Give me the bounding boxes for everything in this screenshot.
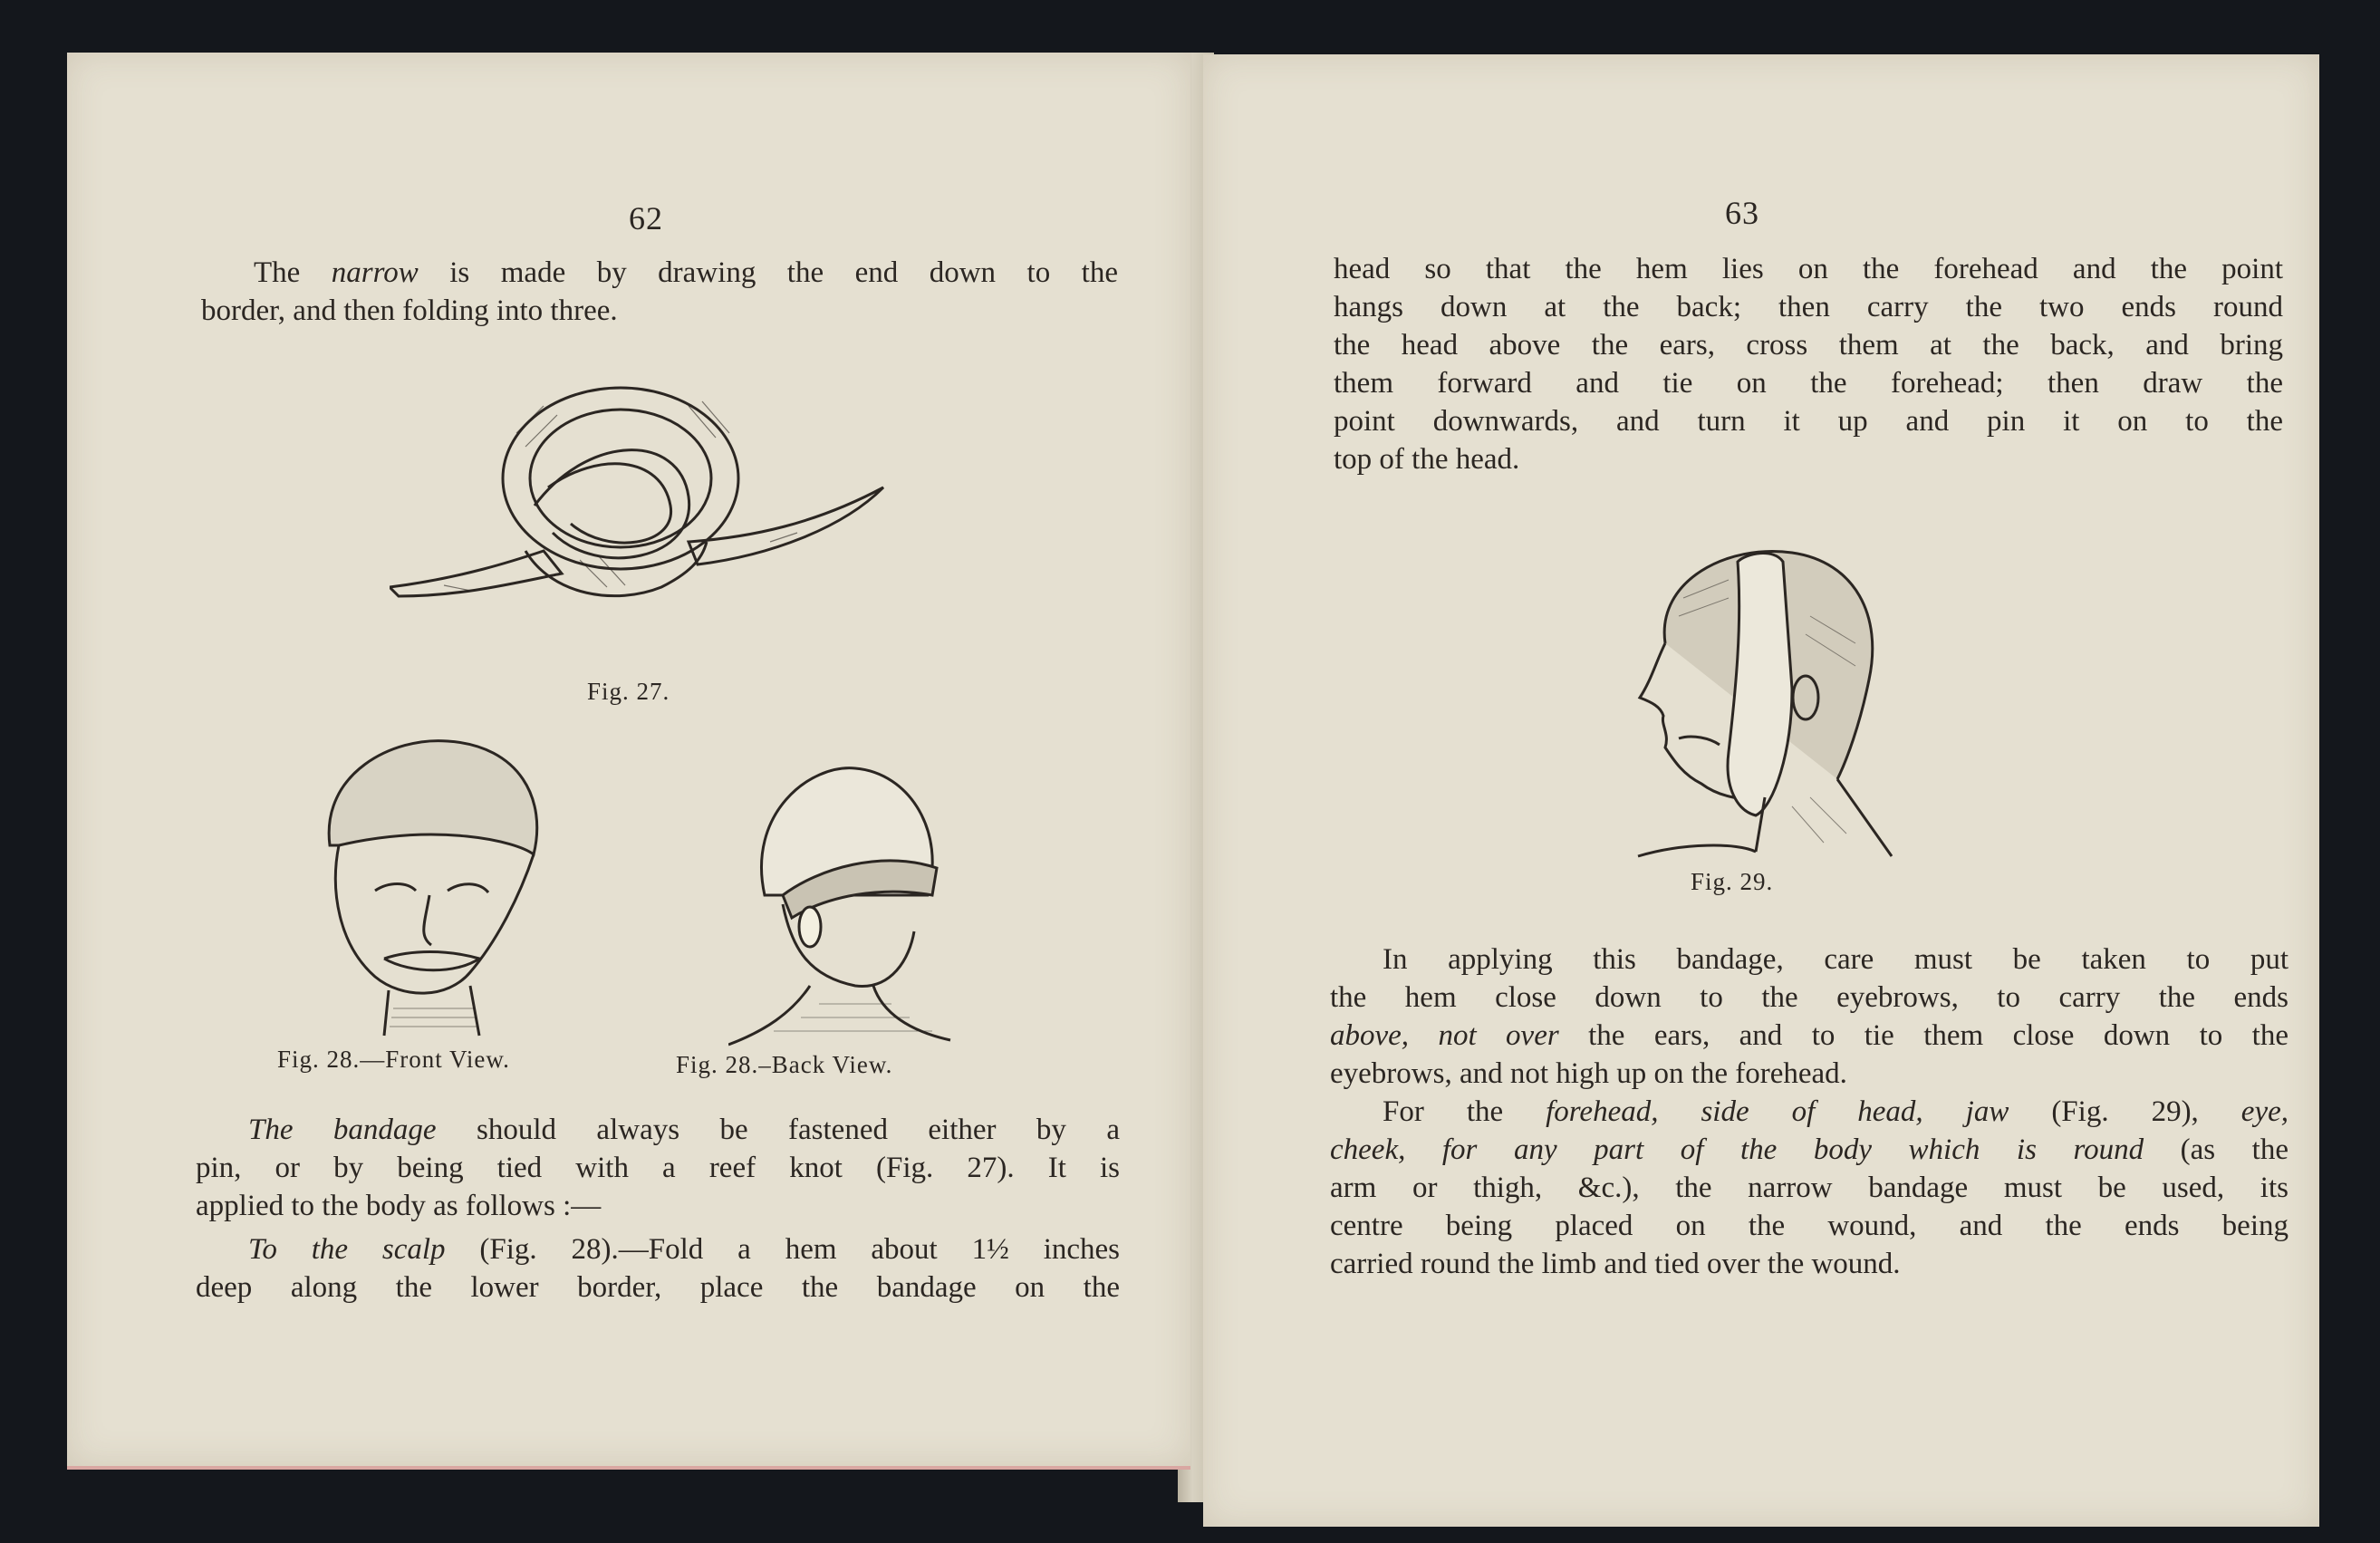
text-line: top of the head. — [1334, 443, 1520, 476]
applying-bandage-text — [1330, 940, 2288, 1283]
reef-knot-illustration — [390, 370, 897, 660]
text-line: above, not over the ears, and to tie them close down to the — [1330, 1019, 2288, 1052]
left-page — [67, 53, 1190, 1470]
text-line: carried round the limb and tied over the wound. — [1330, 1248, 1901, 1280]
text-line: them forward and tie on the forehead; then draw the — [1334, 367, 2283, 400]
page-number: 63 — [1725, 195, 1759, 231]
text-line: applied to the body as follows :— — [196, 1190, 602, 1222]
text-line: To the scalp (Fig. 28).—Fold a hem about 1½ inches — [248, 1233, 1121, 1266]
text-line: hangs down at the back; then carry the two ends round — [1334, 291, 2283, 323]
text-line: centre being placed on the wound, and the ends being — [1330, 1210, 2288, 1242]
text-line: eyebrows, and not high up on the forehead. — [1330, 1057, 1847, 1090]
text-line: The narrow is made by drawing the end down to the — [254, 256, 1118, 289]
narrow-bandage-text — [201, 254, 1118, 330]
text-line: The bandage should always be fastened either by a — [248, 1114, 1120, 1146]
head-jaw-bandage-illustration — [1629, 544, 1901, 870]
bandage-fastening-text — [196, 1111, 1120, 1307]
head-front-view-illustration — [312, 737, 547, 1045]
page-number: 62 — [629, 200, 663, 236]
text-line: deep along the lower border, place the bandage on the — [196, 1271, 1120, 1304]
text-line: the hem close down to the eyebrows, to carry the ends — [1330, 981, 2288, 1014]
right-page — [1203, 54, 2319, 1527]
fig-28-back-caption: Fig. 28.–Back View. — [676, 1051, 893, 1078]
fig-28-front-caption: Fig. 28.—Front View. — [277, 1046, 510, 1073]
text-line: head so that the hem lies on the forehead and the point — [1334, 253, 2283, 285]
scalp-continuation-text — [1334, 250, 2283, 478]
text-line: pin, or by being tied with a reef knot (Fig. 27). It is — [196, 1152, 1120, 1184]
text-line: border, and then folding into three. — [201, 294, 618, 327]
fig-29-caption: Fig. 29. — [1691, 868, 1774, 895]
head-back-view-illustration — [728, 759, 955, 1049]
text-line: point downwards, and turn it up and pin it on to the — [1334, 405, 2283, 438]
text-line: the head above the ears, cross them at the back, and bring — [1334, 329, 2283, 362]
fig-27-caption: Fig. 27. — [587, 678, 670, 705]
text-line: cheek, for any part of the body which is round (as the — [1330, 1133, 2288, 1166]
text-line: arm or thigh, &c.), the narrow bandage must be used, its — [1330, 1172, 2288, 1204]
text-line: For the forehead, side of head, jaw (Fig. 29), eye, — [1383, 1095, 2288, 1128]
text-line: In applying this bandage, care must be taken to put — [1383, 943, 2288, 976]
